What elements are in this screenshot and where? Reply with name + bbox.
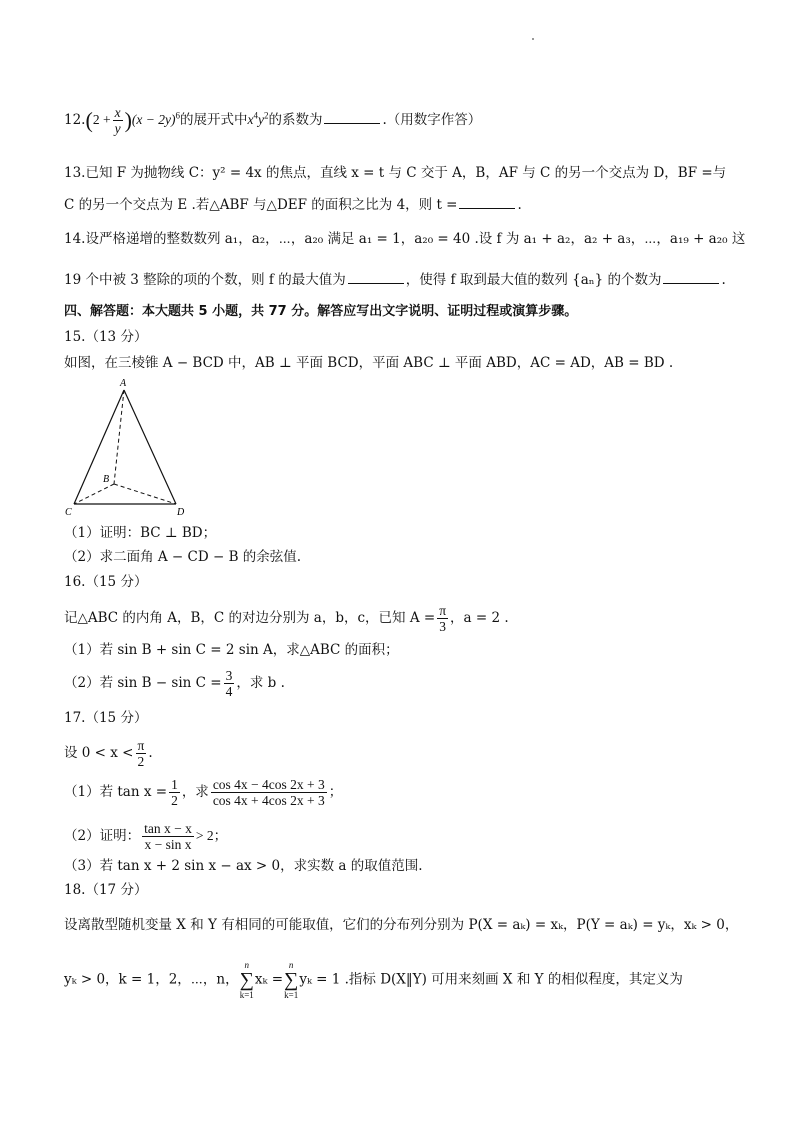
- sum-lower: k=1: [239, 990, 254, 1000]
- frac-num: 1: [171, 777, 178, 792]
- summation-sign: n ∑ k=1: [239, 960, 254, 1000]
- q12-text2: 的系数为: [268, 112, 323, 128]
- q18-line2: [64, 960, 683, 1000]
- q17-stem-text: 设 0 < x <: [64, 745, 134, 761]
- q17-big-fraction: [211, 777, 327, 808]
- q16-part1: （1）若 sin B + sin C = 2 sin A，求△ABC 的面积；: [64, 642, 399, 658]
- answer-blank[interactable]: [324, 111, 380, 124]
- q12-text1: 的展开式中: [179, 112, 248, 128]
- q14-text1: 19 个中被 3 整除的项的个数，则 f 的最大值为: [64, 272, 346, 288]
- q16-part2: [64, 668, 285, 699]
- q12-text3: .（用数字作答）: [382, 112, 482, 128]
- q14-period: .: [721, 272, 726, 288]
- frac-den: 3: [439, 619, 446, 634]
- q14-line1: 14.设严格递增的整数数列 a₁，a₂，⋯，a₂₀ 满足 a₁ = 1，a₂₀ = 40 .设 f 为 a₁ + a₂，a₂ + a₃，⋯，a₁₉ + a₂₀ 这: [64, 231, 746, 247]
- vertex-label-d: D: [177, 507, 185, 518]
- q16-stem: [64, 603, 509, 634]
- sum-upper: n: [288, 960, 294, 970]
- answer-blank[interactable]: [459, 196, 515, 209]
- frac-num: tan x − x: [144, 821, 192, 836]
- q16-fraction: [437, 603, 448, 634]
- vertex-label-b: B: [103, 474, 110, 485]
- section-heading: 四、解答题：本大题共 5 小题，共 77 分。解答应写出文字说明、证明过程或演算步骤。: [64, 304, 578, 319]
- q18-head: 18.（17 分）: [64, 882, 148, 898]
- summation-sign: n ∑ k=1: [284, 960, 299, 1000]
- q13-line2: [64, 195, 522, 215]
- q12-number: 12.: [64, 112, 86, 128]
- q17-stem-end: .: [148, 745, 153, 761]
- frac-num: π: [137, 738, 145, 753]
- frac-den: 2: [137, 754, 145, 769]
- q16-head: 16.（15 分）: [64, 574, 148, 590]
- q17-part2-fraction: [142, 821, 194, 852]
- q12-fraction: $\frac{x}{y}$: [114, 105, 121, 136]
- vertex-label-c: C: [65, 507, 72, 518]
- q17-part3: （3）若 tan x + 2 sin x − ax > 0，求实数 a 的取值范围.: [64, 858, 423, 874]
- q15-head: 15.（13 分）: [64, 329, 148, 345]
- frac-den: x − sin x: [144, 837, 192, 852]
- frac-num: cos 4x − 4cos 2x + 3: [212, 777, 325, 792]
- q15-part1: （1）证明：BC ⊥ BD；: [64, 525, 217, 541]
- q12-line: 12.(2 + $\frac{x}{y}$ )$(x - 2y)^6$的展开式中$x^4y^2$的系数为 .（用数字作答）: [64, 105, 482, 136]
- q13-line1: 13.已知 F 为抛物线 C：y² = 4x 的焦点，直线 x = t 与 C 交于 A，B，AF 与 C 的另一个交点为 D，BF =与: [64, 165, 727, 181]
- q18-text3: yₖ = 1 .指标 D(X‖Y) 可用来刻画 X 和 Y 的相似程度，其定义为: [299, 971, 683, 988]
- q17-part1-end: ；: [328, 784, 343, 800]
- q13-period: .: [517, 197, 522, 213]
- q17-part1-ask: ，求: [181, 784, 209, 800]
- frac-den: 2: [171, 793, 178, 808]
- q14-text2: ，使得 f 取到最大值的数列 {aₙ} 的个数为: [405, 272, 662, 288]
- sum-lower: k=1: [284, 990, 299, 1000]
- frac-num: π: [439, 603, 447, 618]
- q17-part2: [64, 821, 227, 852]
- q14-line2: [64, 270, 726, 290]
- scan-dot: [532, 38, 534, 40]
- frac-den: cos 4x + 4cos 2x + 3: [212, 793, 325, 808]
- q16-fraction2: [224, 668, 235, 699]
- q13-text: C 的另一个交点为 E .若△ABF 与△DEF 的面积之比为 4，则 t =: [64, 197, 458, 213]
- q15-stem: 如图，在三棱锥 A − BCD 中，AB ⊥ 平面 BCD，平面 ABC ⊥ 平面 ABD，AC = AD，AB = BD .: [64, 355, 674, 371]
- q17-fraction: [136, 738, 147, 769]
- q18-line1: 设离散型随机变量 X 和 Y 有相同的可能取值，它们的分布列分别为 P(X = aₖ) = xₖ，P(Y = aₖ) = yₖ，xₖ > 0，: [64, 917, 739, 933]
- q17-half: [169, 777, 180, 808]
- vertex-label-a: A: [120, 378, 127, 389]
- q15-part2: （2）求二面角 A − CD − B 的余弦值.: [64, 549, 302, 565]
- q18-text2: xₖ =: [254, 971, 284, 988]
- q17-part1-text: （1）若 tan x =: [64, 784, 168, 800]
- tetrahedron-figure: [60, 374, 200, 520]
- q17-part2-text: （2）证明：: [64, 828, 141, 844]
- frac-den: 4: [225, 684, 233, 699]
- q16-stem-end: ，a = 2 .: [450, 610, 509, 626]
- q17-stem: [64, 738, 153, 769]
- frac-num: 3: [225, 668, 233, 683]
- q17-part2-end: > 2；: [195, 828, 228, 843]
- q17-part1: [64, 777, 342, 808]
- answer-blank[interactable]: [663, 271, 719, 284]
- q17-head: 17.（15 分）: [64, 710, 148, 726]
- q16-part2-text: （2）若 sin B − sin C =: [64, 675, 222, 691]
- q16-part2-end: ，求 b .: [236, 675, 285, 691]
- q16-stem-text: 记△ABC 的内角 A，B，C 的对边分别为 a，b，c，已知 A =: [64, 610, 436, 626]
- q18-text1: yₖ > 0，k = 1，2，⋯，n，: [64, 971, 239, 988]
- answer-blank[interactable]: [348, 271, 404, 284]
- sum-upper: n: [244, 960, 250, 970]
